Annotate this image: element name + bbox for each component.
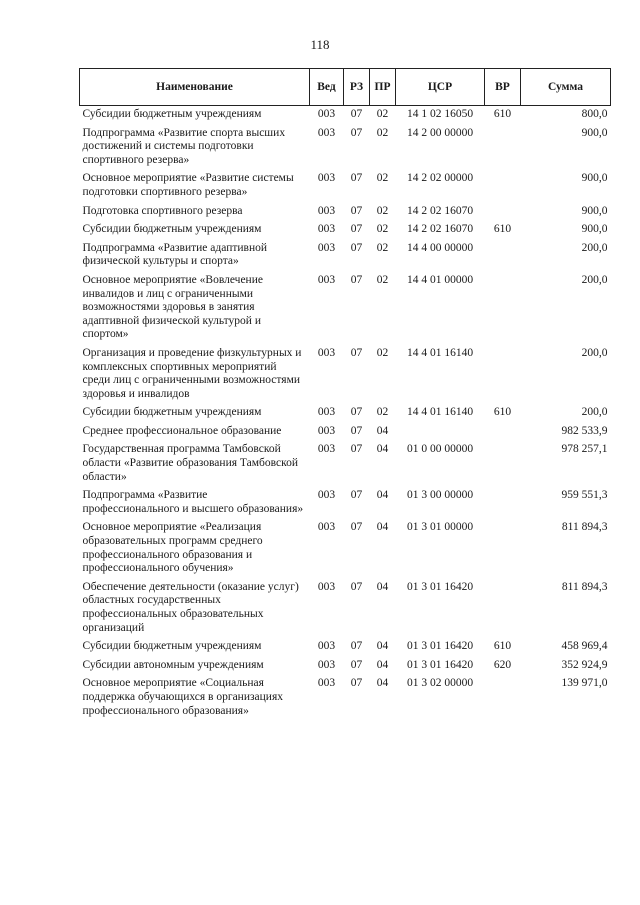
cell-pr: 02 [376, 241, 389, 254]
cell-csr: 01 3 00 00000 [406, 489, 474, 502]
header-csr: ЦСР [396, 69, 485, 106]
cell-pr: 02 [376, 223, 389, 236]
cell-rz: 07 [350, 273, 363, 286]
cell-rz: 07 [350, 406, 363, 419]
cell-sum: 139 971,0 [561, 677, 608, 690]
cell-ved: 003 [317, 580, 336, 593]
header-rz: РЗ [344, 69, 370, 106]
cell-csr: 14 4 01 16140 [406, 346, 474, 359]
cell-pr: 02 [376, 172, 389, 185]
cell-rz: 07 [350, 241, 363, 254]
table-body [80, 106, 611, 722]
cell-vr: 610 [493, 406, 512, 419]
cell-vr [485, 519, 521, 578]
cell-sum: 200,0 [581, 346, 608, 359]
cell-vr: 610 [493, 108, 512, 120]
cell-rz: 07 [350, 658, 363, 671]
cell-vr [485, 675, 521, 721]
cell-sum: 800,0 [581, 108, 608, 120]
cell-rz: 07 [350, 346, 363, 359]
cell-pr: 04 [376, 443, 389, 456]
table-header [80, 69, 611, 106]
cell-name: Основное мероприятие «Вовлечение инвалидов и лиц с ограниченными возможностями здоровья в занятия адаптивной физической культурой и спортом» [82, 273, 263, 341]
cell-pr: 04 [376, 640, 389, 653]
cell-vr [485, 125, 521, 171]
cell-name: Подпрограмма «Развитие адаптивной физической культуры и спорта» [82, 241, 268, 268]
table-row [80, 240, 611, 272]
cell-pr: 04 [376, 521, 389, 534]
cell-sum: 978 257,1 [561, 443, 608, 456]
cell-ved: 003 [317, 241, 336, 254]
cell-rz: 07 [350, 424, 363, 437]
cell-sum: 200,0 [581, 273, 608, 286]
table-row [80, 272, 611, 345]
cell-ved: 003 [317, 424, 336, 437]
cell-name: Основное мероприятие «Социальная поддержка обучающихся в организациях профессионального образования» [82, 677, 283, 717]
cell-csr: 14 2 02 16070 [406, 204, 474, 217]
cell-vr [485, 272, 521, 345]
cell-pr: 02 [376, 406, 389, 419]
cell-rz: 07 [350, 108, 363, 120]
cell-name: Подпрограмма «Развитие профессионального и высшего образования» [82, 489, 304, 515]
cell-rz: 07 [350, 443, 363, 456]
cell-ved: 003 [317, 223, 336, 236]
page-number: 118 [310, 37, 330, 52]
budget-table [79, 68, 611, 721]
cell-vr: 610 [493, 640, 512, 653]
cell-pr: 02 [376, 204, 389, 217]
cell-name: Субсидии бюджетным учреждениям [82, 640, 262, 653]
header-name: Наименование [80, 69, 310, 106]
table-row [80, 170, 611, 202]
table-row [80, 487, 611, 519]
cell-csr: 01 0 00 00000 [406, 443, 474, 456]
cell-vr [485, 345, 521, 404]
cell-name: Подпрограмма «Развитие спорта высших достижений и системы подготовки спортивного резерва» [82, 126, 286, 166]
cell-sum: 200,0 [581, 241, 608, 254]
cell-name: Обеспечение деятельности (оказание услуг) областных государственных профессиональных образовательных организаций [82, 580, 299, 634]
cell-rz: 07 [350, 126, 363, 139]
table-row [80, 125, 611, 171]
cell-sum: 900,0 [581, 126, 608, 139]
cell-csr: 14 4 01 00000 [406, 273, 474, 286]
table-row [80, 221, 611, 240]
cell-name: Среднее профессиональное образование [82, 424, 282, 437]
cell-csr: 14 4 01 16140 [406, 406, 474, 419]
cell-csr: 01 3 01 16420 [406, 658, 474, 671]
cell-vr [485, 423, 521, 442]
cell-csr: 14 4 00 00000 [406, 241, 474, 254]
cell-sum: 458 969,4 [561, 640, 608, 653]
table-row [80, 519, 611, 578]
cell-vr [485, 203, 521, 222]
cell-name: Субсидии бюджетным учреждениям [82, 406, 262, 419]
cell-sum: 352 924,9 [561, 658, 608, 671]
cell-ved: 003 [317, 406, 336, 419]
cell-ved: 003 [317, 172, 336, 185]
cell-name: Государственная программа Тамбовской области «Развитие образования Тамбовской области» [82, 443, 298, 483]
cell-rz: 07 [350, 489, 363, 502]
cell-sum: 959 551,3 [561, 489, 608, 502]
cell-name: Субсидии автономным учреждениям [82, 658, 264, 671]
cell-pr: 02 [376, 108, 389, 120]
cell-name: Субсидии бюджетным учреждениям [82, 108, 262, 120]
cell-vr: 620 [493, 658, 512, 671]
cell-csr: 14 2 02 00000 [406, 172, 474, 185]
table-row [80, 657, 611, 676]
cell-ved: 003 [317, 126, 336, 139]
table-row [80, 638, 611, 657]
cell-ved: 003 [317, 489, 336, 502]
cell-csr: 01 3 01 16420 [406, 580, 474, 593]
cell-ved: 003 [317, 521, 336, 534]
header-vr: ВР [485, 69, 521, 106]
cell-csr: 14 2 02 16070 [406, 223, 474, 236]
cell-vr [485, 487, 521, 519]
cell-sum: 900,0 [581, 223, 608, 236]
header-ved: Вед [310, 69, 344, 106]
cell-vr [485, 579, 521, 638]
cell-rz: 07 [350, 580, 363, 593]
cell-rz: 07 [350, 677, 363, 690]
cell-ved: 003 [317, 108, 336, 120]
cell-pr: 02 [376, 346, 389, 359]
cell-vr [485, 240, 521, 272]
header-sum: Сумма [521, 69, 611, 106]
cell-sum: 811 894,3 [561, 521, 608, 534]
table-row [80, 579, 611, 638]
cell-pr: 02 [376, 126, 389, 139]
cell-csr: 14 1 02 16050 [406, 108, 474, 120]
cell-ved: 003 [317, 677, 336, 690]
cell-ved: 003 [317, 204, 336, 217]
header-pr: ПР [370, 69, 396, 106]
table-row [80, 203, 611, 222]
cell-rz: 07 [350, 204, 363, 217]
cell-csr: 01 3 01 16420 [406, 640, 474, 653]
cell-name: Подготовка спортивного резерва [82, 204, 243, 217]
cell-name: Основное мероприятие «Реализация образовательных программ среднего профессионального образования и профессионального обучения» [82, 521, 263, 575]
cell-rz: 07 [350, 172, 363, 185]
cell-ved: 003 [317, 658, 336, 671]
cell-csr [396, 423, 485, 442]
table-row [80, 675, 611, 721]
cell-vr [485, 170, 521, 202]
cell-sum: 982 533,9 [561, 424, 608, 437]
cell-ved: 003 [317, 273, 336, 286]
cell-rz: 07 [350, 521, 363, 534]
cell-pr: 04 [376, 424, 389, 437]
table-row [80, 423, 611, 442]
cell-rz: 07 [350, 223, 363, 236]
table-row [80, 345, 611, 404]
cell-sum: 900,0 [581, 204, 608, 217]
cell-vr: 610 [493, 223, 512, 236]
table-row [80, 106, 611, 125]
cell-csr: 01 3 01 00000 [406, 521, 474, 534]
cell-sum: 811 894,3 [561, 580, 608, 593]
cell-ved: 003 [317, 443, 336, 456]
cell-sum: 900,0 [581, 172, 608, 185]
cell-pr: 04 [376, 580, 389, 593]
cell-vr [485, 441, 521, 487]
cell-pr: 02 [376, 273, 389, 286]
cell-ved: 003 [317, 640, 336, 653]
cell-pr: 04 [376, 658, 389, 671]
cell-ved: 003 [317, 346, 336, 359]
cell-pr: 04 [376, 489, 389, 502]
cell-name: Основное мероприятие «Развитие системы подготовки спортивного резерва» [82, 172, 294, 198]
cell-rz: 07 [350, 640, 363, 653]
cell-pr: 04 [376, 677, 389, 690]
cell-name: Организация и проведение физкультурных и комплексных спортивных мероприятий среди лиц с ограниченными возможностями здоровья и инвалидов [82, 346, 302, 400]
cell-sum: 200,0 [581, 406, 608, 419]
table-row [80, 441, 611, 487]
cell-name: Субсидии бюджетным учреждениям [82, 223, 262, 236]
cell-csr: 01 3 02 00000 [406, 677, 474, 690]
cell-csr: 14 2 00 00000 [406, 126, 474, 139]
table-row [80, 404, 611, 423]
